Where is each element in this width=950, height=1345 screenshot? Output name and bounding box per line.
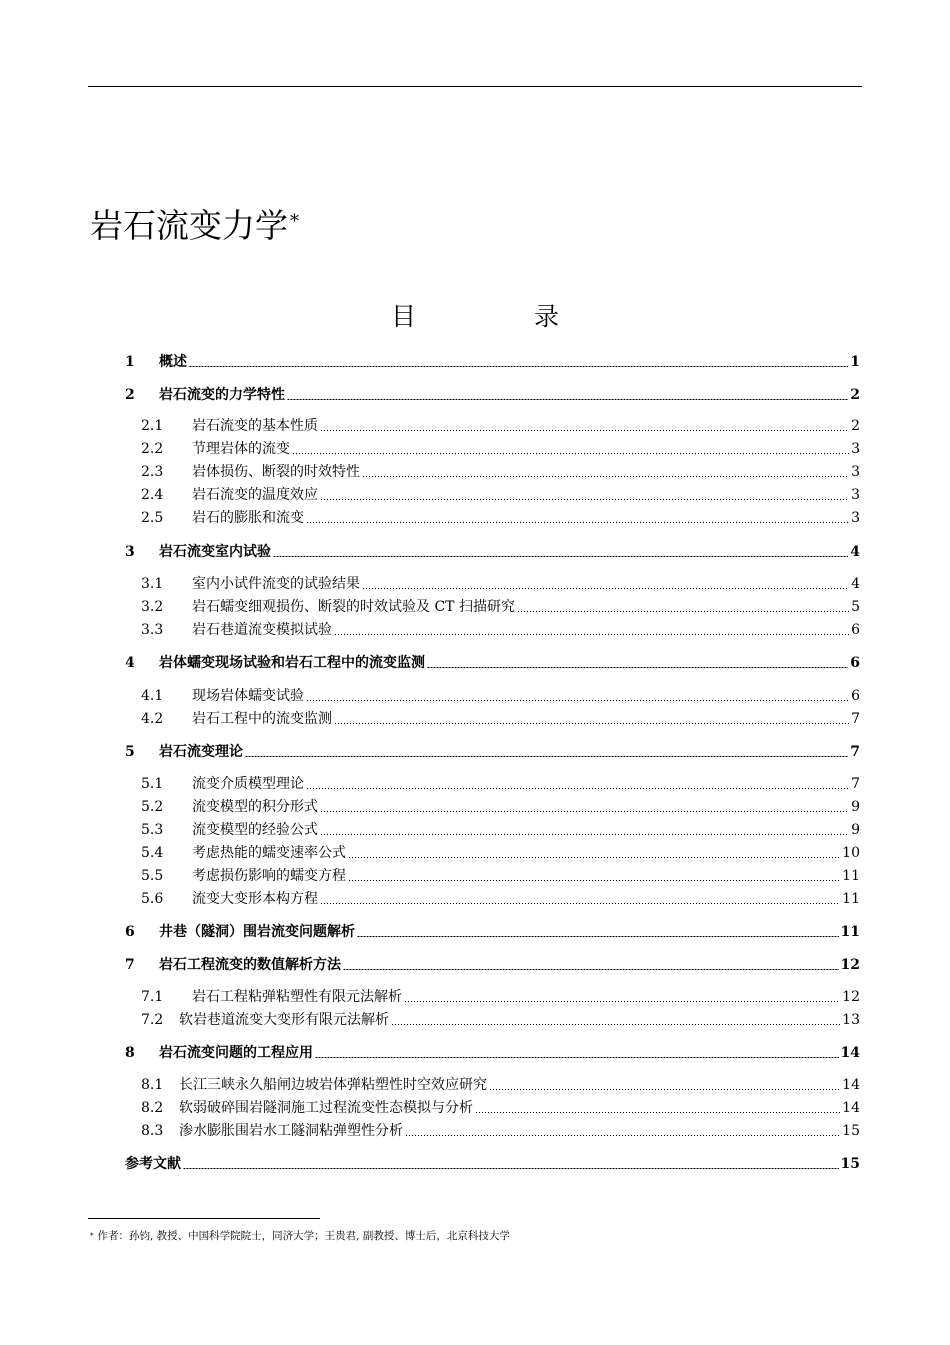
toc-entry-number: 4 (125, 655, 135, 671)
toc-entry[interactable] (141, 986, 860, 1008)
toc-entry[interactable] (141, 1009, 860, 1031)
toc-dot-leader (427, 667, 848, 668)
toc-entry[interactable] (141, 573, 860, 595)
toc-entry-number: 8 (125, 1045, 135, 1061)
toc-dot-leader (348, 857, 840, 858)
toc-dot-leader (183, 1168, 839, 1169)
toc-entry-page: 3 (851, 510, 860, 526)
toc-entry-number: 3.3 (141, 622, 164, 638)
toc-entry-page: 6 (850, 655, 860, 671)
toc-entry-page: 14 (842, 1100, 860, 1116)
toc-dot-leader (320, 811, 849, 812)
toc-entry-number: 8.2 (141, 1100, 164, 1116)
toc-entry-page: 6 (851, 622, 860, 638)
toc-entry-title: 渗水膨胀围岩水工隧洞粘弹塑性分析 (179, 1123, 403, 1139)
toc-dot-leader (475, 1112, 840, 1113)
toc-entry[interactable] (141, 888, 860, 910)
toc-entry-page: 9 (851, 799, 860, 815)
toc-entry[interactable] (141, 685, 860, 707)
header-rule (88, 86, 862, 87)
toc-entry-title: 岩石流变的温度效应 (192, 487, 318, 503)
toc-dot-leader (391, 1024, 840, 1025)
toc-entry-page: 12 (842, 989, 860, 1005)
toc-entry[interactable] (141, 865, 860, 887)
toc-entry-number: 5.4 (141, 845, 164, 861)
toc-entry-title: 岩体蠕变现场试验和岩石工程中的流变监测 (159, 655, 425, 671)
footnote-rule (88, 1218, 320, 1219)
toc-entry-page: 6 (851, 688, 860, 704)
toc-entry-title: 岩石流变的基本性质 (192, 418, 318, 434)
footnote-mark: * (90, 1232, 94, 1240)
toc-dot-leader (357, 936, 839, 937)
toc-entry-title: 现场岩体蠕变试验 (192, 688, 304, 704)
toc-entry-number: 8.1 (141, 1077, 164, 1093)
toc-entry-page: 1 (850, 354, 860, 370)
toc-dot-leader (273, 556, 848, 557)
toc-entry[interactable] (141, 1074, 860, 1096)
toc-entry-title: 节理岩体的流变 (192, 441, 290, 457)
toc-entry-title: 岩石工程流变的数值解析方法 (159, 957, 341, 973)
toc-entry-page: 13 (842, 1012, 860, 1028)
toc-entry-title: 岩石的膨胀和流变 (192, 510, 304, 526)
toc-entry-page: 11 (842, 868, 860, 884)
toc-entry-title: 考虑热能的蠕变速率公式 (192, 845, 346, 861)
toc-entry[interactable] (141, 415, 860, 437)
toc-entry-number: 5.3 (141, 822, 164, 838)
toc-entry-number: 3.1 (141, 576, 164, 592)
toc-entry[interactable] (125, 384, 860, 406)
toc-entry[interactable] (125, 351, 860, 373)
toc-entry-title: 岩石工程中的流变监测 (192, 711, 332, 727)
toc-dot-leader (320, 430, 849, 431)
toc-entry-title: 考虑损伤影响的蠕变方程 (192, 868, 346, 884)
toc-entry-title: 室内小试件流变的试验结果 (192, 576, 360, 592)
toc-entry-page: 3 (851, 487, 860, 503)
toc-entry[interactable] (125, 921, 860, 943)
toc-dot-leader (320, 499, 849, 500)
toc-dot-leader (306, 522, 849, 523)
toc-entry[interactable] (141, 708, 860, 730)
toc-entry-page: 3 (851, 464, 860, 480)
toc-entry-page: 14 (842, 1077, 860, 1093)
toc-entry-number: 6 (125, 924, 135, 940)
toc-dot-leader (287, 399, 848, 400)
toc-entry[interactable] (141, 1120, 860, 1142)
toc-entry-title: 岩体损伤、断裂的时效特性 (192, 464, 360, 480)
toc-entry-number: 5.2 (141, 799, 164, 815)
toc-entry[interactable] (141, 619, 860, 641)
document-title-text: 岩石流变力学 (90, 206, 288, 245)
toc-dot-leader (320, 834, 849, 835)
toc-entry-number: 5 (125, 744, 135, 760)
toc-entry-title: 岩石流变问题的工程应用 (159, 1045, 313, 1061)
toc-entry-title: 软岩巷道流变大变形有限元法解析 (179, 1012, 389, 1028)
toc-entry[interactable] (125, 741, 860, 763)
toc-entry-number: 4.2 (141, 711, 164, 727)
footnote-text: 作者：孙钧, 教授、中国科学院院士，同济大学；王贵君, 副教授、博士后，北京科技大学 (97, 1230, 510, 1242)
toc-entry-page: 3 (851, 441, 860, 457)
toc-entry[interactable] (141, 819, 860, 841)
toc-entry-number: 3 (125, 544, 135, 560)
toc-entry-page: 7 (850, 744, 860, 760)
toc-entry-title: 岩石流变理论 (159, 744, 243, 760)
toc-entry-page: 14 (840, 1045, 860, 1061)
toc-entry-page: 15 (840, 1156, 860, 1172)
toc-dot-leader (517, 611, 849, 612)
toc-dot-leader (189, 366, 848, 367)
toc-entry-number: 3.2 (141, 599, 164, 615)
toc-entry[interactable] (141, 507, 860, 529)
toc-dot-leader (362, 476, 849, 477)
toc-dot-leader (404, 1001, 840, 1002)
toc-entry-page: 11 (840, 924, 860, 940)
toc-entry-title: 流变模型的经验公式 (192, 822, 318, 838)
toc-entry-number: 1 (125, 354, 135, 370)
toc-entry-number: 7 (125, 957, 135, 973)
toc-dot-leader (362, 588, 849, 589)
toc-entry-page: 9 (851, 822, 860, 838)
toc-dot-leader (348, 880, 840, 881)
toc-heading-char-1: 目 (390, 302, 416, 331)
toc-dot-leader (405, 1135, 840, 1136)
toc-entry-title: 岩石巷道流变模拟试验 (192, 622, 332, 638)
toc-entry-page: 12 (840, 957, 860, 973)
toc-entry-number: 2.3 (141, 464, 164, 480)
toc-entry-number: 2.2 (141, 441, 164, 457)
toc-entry-title: 参考文献 (125, 1156, 181, 1172)
toc-entry-title: 岩石蠕变细观损伤、断裂的时效试验及 CT 扫描研究 (192, 599, 515, 615)
toc-dot-leader (306, 788, 849, 789)
toc-entry-number: 2.1 (141, 418, 164, 434)
toc-entry-title: 软弱破碎围岩隧洞施工过程流变性态模拟与分析 (179, 1100, 473, 1116)
toc-entry-number: 7.1 (141, 989, 164, 1005)
toc-entry-title: 流变模型的积分形式 (192, 799, 318, 815)
toc-entry-number: 5.6 (141, 891, 164, 907)
toc-entry[interactable] (125, 1153, 860, 1175)
toc-entry[interactable] (141, 596, 860, 618)
toc-entry-page: 2 (850, 387, 860, 403)
toc-entry-page: 10 (842, 845, 860, 861)
toc-entry-number: 2.4 (141, 487, 164, 503)
toc-entry-title: 流变介质模型理论 (192, 776, 304, 792)
toc-dot-leader (320, 903, 840, 904)
toc-entry-number: 5.1 (141, 776, 164, 792)
toc-entry-number: 8.3 (141, 1123, 164, 1139)
toc-entry[interactable] (141, 842, 860, 864)
document-title (90, 206, 299, 246)
toc-dot-leader (343, 969, 839, 970)
toc-entry-page: 11 (842, 891, 860, 907)
toc-entry-title: 长江三峡永久船闸边坡岩体弹粘塑性时空效应研究 (179, 1077, 487, 1093)
footnote-marker: * (290, 211, 299, 232)
toc-dot-leader (334, 723, 849, 724)
toc-dot-leader (292, 453, 849, 454)
toc-entry[interactable] (141, 438, 860, 460)
toc-dot-leader (489, 1089, 840, 1090)
toc-entry-title: 岩石流变的力学特性 (159, 387, 285, 403)
toc-entry-number: 7.2 (141, 1012, 164, 1028)
toc-entry-number: 2.5 (141, 510, 164, 526)
toc-entry[interactable] (141, 796, 860, 818)
toc-entry-page: 4 (850, 544, 860, 560)
toc-heading-char-2: 录 (534, 302, 560, 331)
toc-entry[interactable] (125, 954, 860, 976)
toc-entry-title: 流变大变形本构方程 (192, 891, 318, 907)
toc-entry-title: 井巷（隧洞）围岩流变问题解析 (159, 924, 355, 940)
toc-dot-leader (306, 700, 849, 701)
toc-entry[interactable] (141, 461, 860, 483)
toc-entry-page: 7 (851, 776, 860, 792)
toc-entry-number: 5.5 (141, 868, 164, 884)
toc-heading (0, 300, 950, 334)
toc-dot-leader (315, 1057, 839, 1058)
toc-entry-title: 岩石流变室内试验 (159, 544, 271, 560)
toc-entry-page: 15 (842, 1123, 860, 1139)
footnote (90, 1228, 510, 1244)
toc-entry-number: 4.1 (141, 688, 164, 704)
toc-entry[interactable] (125, 1042, 860, 1064)
toc-entry-page: 4 (851, 576, 860, 592)
toc-entry-page: 7 (851, 711, 860, 727)
toc-dot-leader (334, 634, 849, 635)
toc-entry-title: 岩石工程粘弹粘塑性有限元法解析 (192, 989, 402, 1005)
toc-entry[interactable] (141, 773, 860, 795)
toc-dot-leader (245, 756, 848, 757)
toc-entry-title: 概述 (159, 354, 187, 370)
toc-entry[interactable] (125, 541, 860, 563)
toc-entry-page: 5 (851, 599, 860, 615)
toc-entry[interactable] (141, 484, 860, 506)
toc-entry[interactable] (141, 1097, 860, 1119)
toc-entry-page: 2 (851, 418, 860, 434)
toc-entry-number: 2 (125, 387, 135, 403)
toc-entry[interactable] (125, 652, 860, 674)
